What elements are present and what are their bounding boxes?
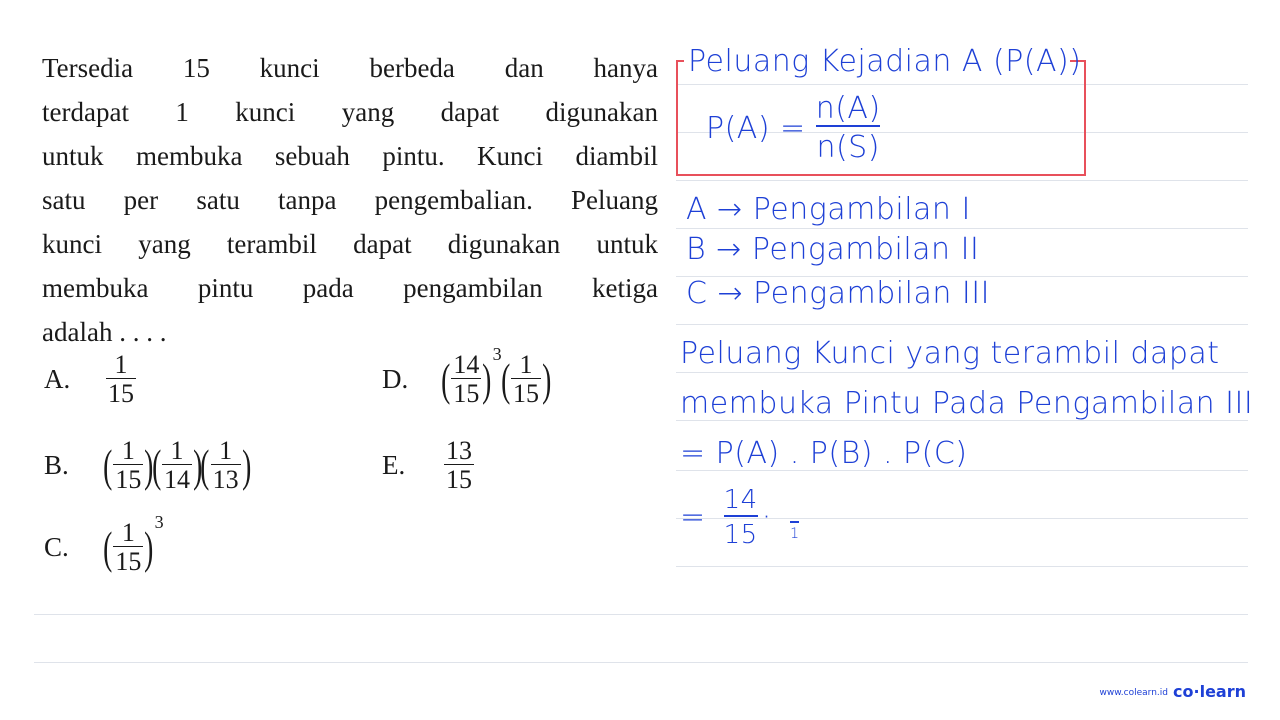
ruled-line xyxy=(676,228,1248,229)
option-letter: C. xyxy=(44,532,69,562)
question-text xyxy=(42,46,658,354)
definition-a: A → Pengambilan I xyxy=(686,192,971,227)
note-heading: Peluang Kejadian A (P(A)) xyxy=(688,44,1082,79)
paren-fraction: ( $\frac{1}{15}$ ) xyxy=(500,350,552,408)
ruled-line xyxy=(676,324,1248,325)
question-line: membuka pintu pada pengambilan ketiga xyxy=(42,273,658,303)
paren-fraction: ( $\frac{1}{14}$ ) xyxy=(151,436,203,494)
option-letter: B. xyxy=(44,450,69,480)
option-c xyxy=(44,512,164,576)
question-line: satu per satu tanpa pengembalian. Peluang xyxy=(42,185,658,215)
question-line: kunci yang terambil dapat digunakan untuk xyxy=(42,229,658,259)
ruled-line xyxy=(676,180,1248,181)
paren-fraction: ( $\frac{1}{15}$ ) xyxy=(103,436,154,494)
step-1: = P(A) . P(B) . P(C) xyxy=(680,436,968,471)
note-line: Peluang Kunci yang terambil dapat xyxy=(680,336,1220,371)
option-e xyxy=(382,438,476,493)
paren-fraction: ( $\frac{1}{15}$ ) xyxy=(103,518,154,576)
colearn-logo: co·learn xyxy=(1173,682,1246,701)
definition-b: B → Pengambilan II xyxy=(686,232,980,267)
footer-site: www.colearn.id xyxy=(1099,688,1168,698)
option-letter: E. xyxy=(382,450,406,480)
fraction: $\frac{13}{15}$ xyxy=(446,436,472,494)
ruled-line xyxy=(34,662,1248,663)
option-letter: D. xyxy=(382,364,409,394)
fraction: $\frac{1}{15}$ xyxy=(108,350,134,408)
definition-c: C → Pengambilan III xyxy=(686,276,990,311)
paren-fraction: ( $\frac{1}{13}$ ) xyxy=(200,436,251,494)
question-line: terdapat 1 kunci yang dapat digunakan xyxy=(42,97,658,127)
option-letter: A. xyxy=(44,364,71,394)
exponent: 3 xyxy=(154,512,164,532)
exponent: 3 xyxy=(492,344,502,364)
question-line: untuk membuka sebuah pintu. Kunci diambil xyxy=(42,141,658,171)
note-line: membuka Pintu Pada Pengambilan III xyxy=(680,386,1254,421)
option-d xyxy=(382,344,552,408)
paren-fraction: ( $\frac{14}{15}$ ) xyxy=(441,350,492,408)
step-2: = $\frac{14}{15}$ · 1 xyxy=(680,485,800,550)
ruled-line xyxy=(34,614,1248,615)
option-a xyxy=(44,352,138,407)
question-line: adalah . . . . xyxy=(42,317,167,347)
ruled-line xyxy=(676,566,1248,567)
option-b xyxy=(44,438,250,493)
question-line: Tersedia 15 kunci berbeda dan hanya xyxy=(42,53,658,83)
probability-formula: P(A) = $\frac{n(A)}{n(S)}$ xyxy=(706,91,881,165)
ruled-line xyxy=(676,372,1248,373)
